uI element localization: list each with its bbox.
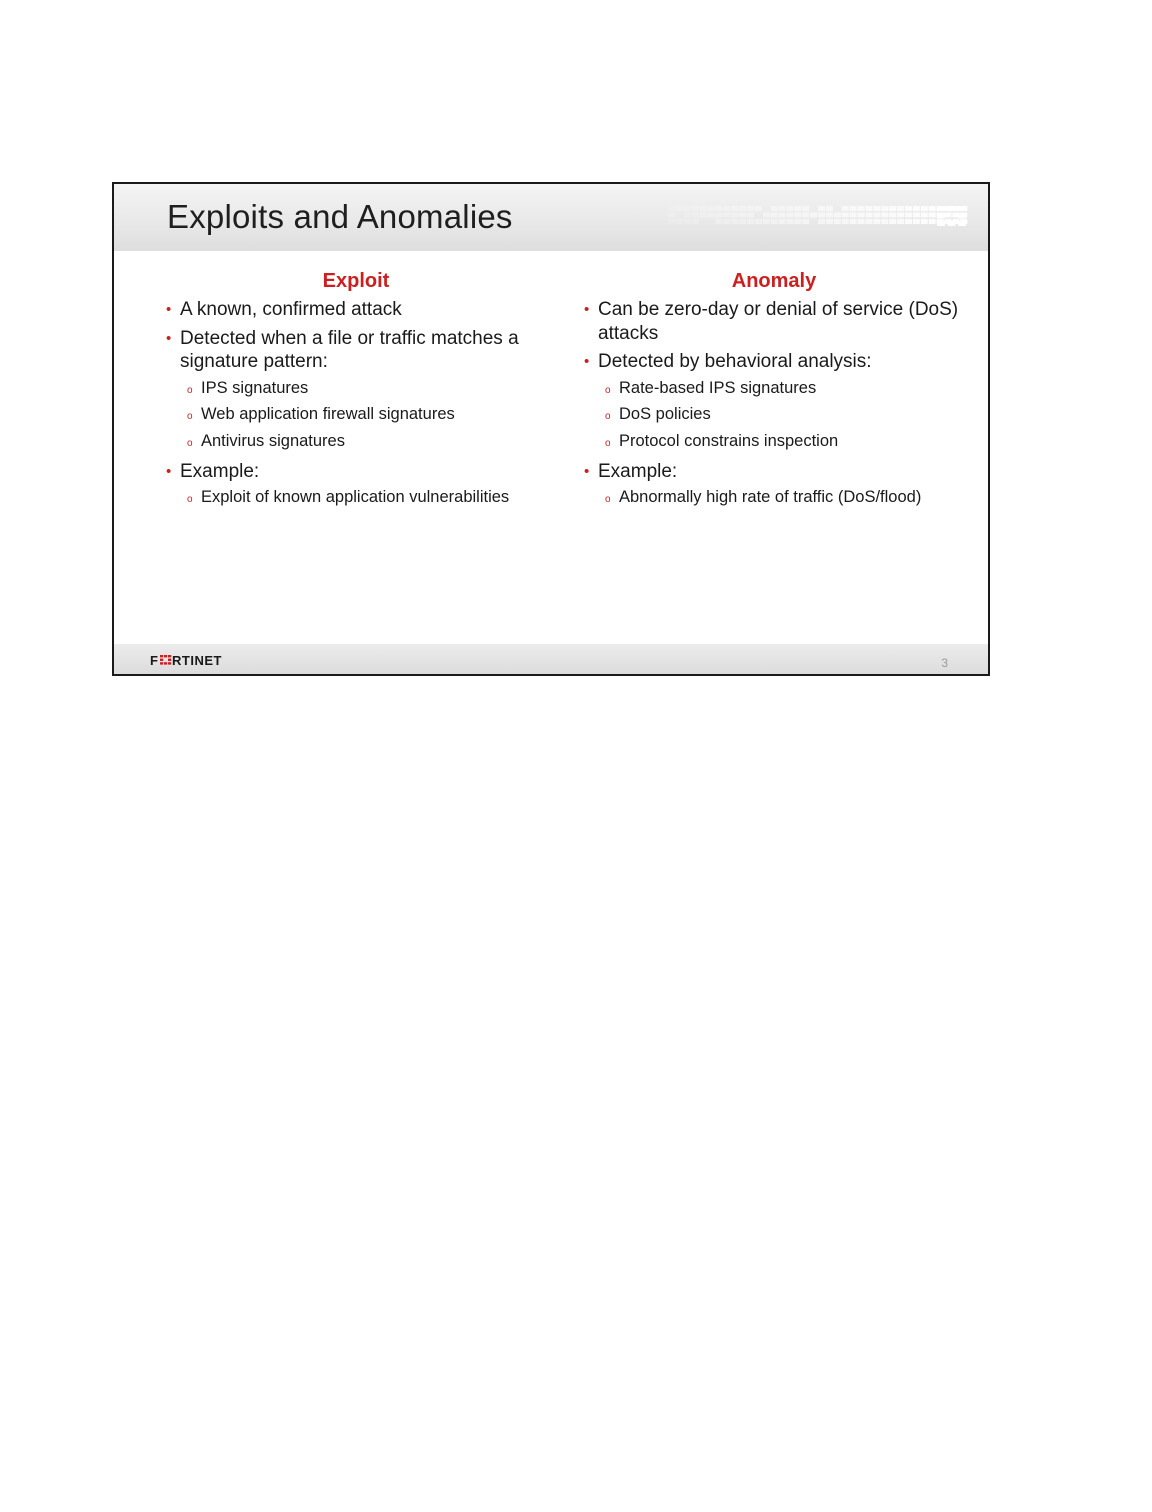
- pattern-cell: [787, 219, 794, 224]
- pattern-cell: [818, 213, 825, 218]
- pattern-cell: [715, 206, 722, 211]
- sub-bullet-text: Protocol constrains inspection: [619, 431, 839, 450]
- pattern-cell: [802, 213, 809, 218]
- bullet-icon: •: [166, 301, 172, 318]
- sub-bullet-text: Exploit of known application vulnerabilities: [201, 488, 510, 506]
- sub-bullet-icon: o: [605, 411, 611, 422]
- pattern-cell: [905, 213, 912, 218]
- pattern-cell: [739, 219, 746, 224]
- pattern-cell: [881, 219, 888, 224]
- pattern-cell: [842, 213, 849, 218]
- pattern-cell: [747, 213, 754, 218]
- list-item: [166, 327, 546, 452]
- pattern-cell: [787, 213, 794, 218]
- bullet-icon: •: [584, 301, 590, 318]
- exploit-list: [166, 298, 546, 508]
- pattern-cell: [866, 219, 873, 224]
- svg-text:RTINET: RTINET: [172, 653, 222, 667]
- pattern-cell: [731, 213, 738, 218]
- sub-bullet-icon: o: [187, 384, 193, 396]
- pattern-cell: [818, 206, 825, 211]
- pattern-cell: [779, 206, 786, 211]
- pattern-cell: [826, 206, 833, 211]
- pattern-cell: [818, 219, 825, 224]
- sub-list-item: [180, 377, 546, 399]
- sub-list: [598, 486, 964, 508]
- sub-list: [180, 486, 546, 508]
- pattern-cell: [850, 206, 857, 211]
- sub-bullet-text: Antivirus signatures: [201, 431, 345, 450]
- pattern-cell: [692, 213, 699, 218]
- sub-bullet-text: IPS signatures: [201, 378, 309, 397]
- pattern-cell: [929, 219, 936, 224]
- sub-bullet-text: Rate-based IPS signatures: [619, 378, 817, 397]
- pattern-cell: [747, 206, 754, 211]
- pattern-cell: [723, 213, 730, 218]
- sub-bullet-icon: o: [605, 494, 611, 505]
- sub-bullet-icon: o: [187, 437, 193, 449]
- slide-footer: [114, 644, 988, 674]
- exploit-column: [166, 270, 546, 516]
- pattern-cell: [715, 219, 722, 224]
- anomaly-column: [584, 270, 964, 516]
- sub-bullet-text: Web application firewall signatures: [201, 405, 455, 423]
- pattern-cell: [826, 219, 833, 224]
- pattern-cell: [858, 219, 865, 224]
- sub-list-item: [598, 403, 964, 425]
- bullet-text: Detected by behavioral analysis:: [598, 351, 872, 372]
- pattern-cell: [889, 213, 896, 218]
- pattern-cell: [668, 206, 675, 211]
- pattern-cell: [897, 206, 904, 211]
- pattern-cell: [684, 219, 691, 224]
- pattern-cell: [850, 219, 857, 224]
- sub-bullet-icon: o: [187, 411, 193, 422]
- pattern-cell: [913, 213, 920, 218]
- pattern-cell: [715, 213, 722, 218]
- pattern-cell: [866, 213, 873, 218]
- pattern-cell: [873, 219, 880, 224]
- pattern-cell: [905, 206, 912, 211]
- pattern-cell: [771, 206, 778, 211]
- header-pattern: [668, 205, 968, 225]
- list-item: [166, 460, 546, 509]
- sub-bullet-icon: o: [187, 494, 193, 505]
- bullet-text: Example:: [598, 460, 678, 482]
- pattern-cell: [913, 219, 920, 224]
- pattern-cell: [802, 219, 809, 224]
- pattern-cell: [850, 213, 857, 218]
- sub-list-item: [598, 377, 964, 399]
- pattern-cell: [779, 213, 786, 218]
- list-item: [166, 298, 546, 322]
- sub-list-item: [180, 486, 546, 508]
- pattern-cell: [787, 206, 794, 211]
- anomaly-heading: Anomaly: [731, 270, 817, 292]
- sub-bullet-text: Abnormally high rate of traffic (DoS/flood): [619, 488, 922, 506]
- pattern-cell: [834, 219, 841, 224]
- slide-header: [114, 184, 988, 251]
- pattern-cell: [700, 213, 707, 218]
- pattern-cell: [668, 213, 675, 218]
- sub-list-item: [180, 430, 546, 452]
- pattern-cell: [779, 219, 786, 224]
- pattern-cell: [921, 206, 928, 211]
- pattern-cell: [842, 219, 849, 224]
- pattern-cell: [929, 206, 936, 211]
- pattern-cell: [700, 206, 707, 211]
- pattern-cell: [739, 206, 746, 211]
- sub-list-item: [598, 430, 964, 452]
- pattern-cell: [763, 219, 770, 224]
- pattern-cell: [905, 219, 912, 224]
- sub-list: [180, 377, 546, 452]
- bullet-icon: •: [584, 462, 590, 480]
- pattern-cell: [921, 219, 928, 224]
- list-item: [584, 460, 964, 509]
- svg-text:F: F: [150, 653, 159, 667]
- pattern-cell: [676, 219, 683, 224]
- bullet-text: Can be zero-day or denial of service (DoS) attacks: [598, 299, 959, 344]
- slide: [112, 182, 990, 676]
- sub-list-item: [180, 403, 546, 425]
- sub-bullet-text: DoS policies: [619, 405, 711, 423]
- pattern-cell: [668, 219, 675, 224]
- bullet-text: Example:: [180, 460, 260, 482]
- pattern-cell: [676, 206, 683, 211]
- pattern-cell: [794, 206, 801, 211]
- pattern-cell: [866, 206, 873, 211]
- slide-title: Exploits and Anomalies: [167, 198, 513, 235]
- sub-list: [598, 377, 964, 452]
- list-item: [584, 298, 964, 345]
- anomaly-list: [584, 298, 964, 508]
- exploit-heading: Exploit: [322, 270, 390, 292]
- pattern-cell: [929, 213, 936, 218]
- pattern-cell: [826, 213, 833, 218]
- pattern-cell: [921, 213, 928, 218]
- pattern-cell: [684, 213, 691, 218]
- pattern-cell: [747, 219, 754, 224]
- pattern-cell: [739, 213, 746, 218]
- pattern-cell: [834, 213, 841, 218]
- bullet-icon: •: [584, 353, 590, 370]
- pattern-cell: [708, 213, 715, 218]
- pattern-cell: [708, 206, 715, 211]
- pattern-cell: [723, 219, 730, 224]
- pattern-cell: [794, 219, 801, 224]
- page-number: 3: [941, 656, 948, 670]
- pattern-cell: [858, 206, 865, 211]
- pattern-cell: [897, 213, 904, 218]
- pattern-cell: [873, 206, 880, 211]
- bullet-text: Detected when a file or traffic matches a signature pattern:: [180, 327, 519, 372]
- pattern-cell: [858, 213, 865, 218]
- pattern-cell: [889, 219, 896, 224]
- bullet-icon: •: [166, 462, 172, 480]
- fortinet-logo: [150, 653, 230, 667]
- pattern-cell: [771, 219, 778, 224]
- bullet-icon: •: [166, 329, 172, 347]
- pattern-cell: [771, 213, 778, 218]
- sub-list-item: [598, 486, 964, 508]
- pattern-cell: [881, 206, 888, 211]
- pattern-cell: [873, 213, 880, 218]
- pattern-cell: [731, 219, 738, 224]
- pattern-cell: [881, 213, 888, 218]
- pattern-cell: [842, 206, 849, 211]
- fortinet-grid-icon: [937, 206, 966, 226]
- pattern-cell: [755, 206, 762, 211]
- pattern-cell: [810, 213, 817, 218]
- pattern-cell: [802, 206, 809, 211]
- pattern-cell: [889, 206, 896, 211]
- pattern-cell: [731, 206, 738, 211]
- pattern-cell: [913, 206, 920, 211]
- pattern-cell: [897, 219, 904, 224]
- pattern-cell: [684, 206, 691, 211]
- pattern-cell: [692, 206, 699, 211]
- pattern-cell: [794, 213, 801, 218]
- pattern-cell: [723, 206, 730, 211]
- sub-bullet-icon: o: [605, 437, 611, 449]
- pattern-cell: [763, 213, 770, 218]
- pattern-cell: [692, 219, 699, 224]
- list-item: [584, 350, 964, 452]
- pattern-cell: [755, 219, 762, 224]
- sub-bullet-icon: o: [605, 384, 611, 396]
- bullet-text: A known, confirmed attack: [180, 299, 402, 320]
